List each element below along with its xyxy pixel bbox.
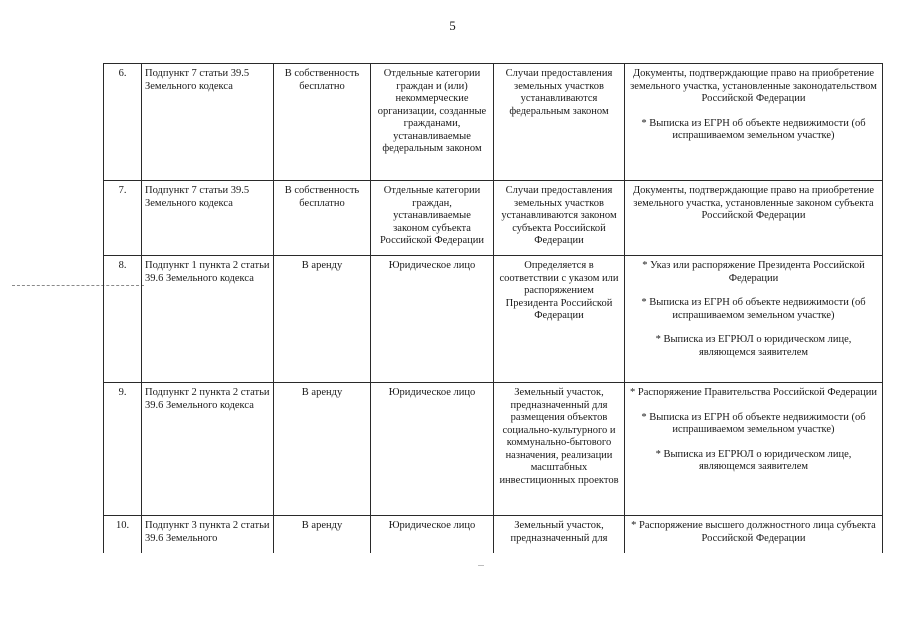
row-number: 7. [104,181,142,256]
documents-cell [625,181,883,256]
documents-cell [625,64,883,181]
documents-cell [625,383,883,516]
documents-cell [625,516,883,553]
document-item: * Выписка из ЕГРЮЛ о юридическом лице, являющемся заявителем [655,448,852,472]
page-number: 5 [449,18,456,33]
cases-cell: Случаи предоставления земельных участков устанавливаются федеральным законом [494,64,625,181]
grant-type-cell: В собственность бесплатно [274,181,371,256]
table-row [104,383,883,516]
document-item: * Распоряжение Правительства Российской Федерации [630,387,877,398]
row-number: 10. [104,516,142,553]
applicant-cell: Отдельные категории граждан и (или) некоммерческие организации, созданные гражданами, устанавливаемые федеральным законом [371,64,494,181]
cases-cell: Определяется в соответствии с указом или распоряжением Президента Российской Федерации [494,256,625,383]
bottom-mark [478,565,484,566]
table-row [104,516,883,553]
document-item: Документы, подтверждающие право на приобретение земельного участка, установленные законодательством Российской Федерации [630,68,877,104]
document-item: * Выписка из ЕГРН об объекте недвижимости (об испрашиваемом земельном участке) [641,297,866,321]
document-item: * Выписка из ЕГРН об объекте недвижимости (об испрашиваемом земельном участке) [641,411,866,435]
table-row [104,256,883,383]
legal-basis-cell: Подпункт 2 пункта 2 статьи 39.6 Земельного кодекса [142,383,274,516]
row-number: 9. [104,383,142,516]
grant-type-cell: В аренду [274,256,371,383]
row-number: 6. [104,64,142,181]
table-row [104,181,883,256]
legal-basis-cell: Подпункт 7 статьи 39.5 Земельного кодекса [142,64,274,181]
cases-cell: Случаи предоставления земельных участков устанавливаются законом субъекта Российской Федерации [494,181,625,256]
legal-basis-cell: Подпункт 1 пункта 2 статьи 39.6 Земельного кодекса [142,256,274,383]
document-item: * Выписка из ЕГРН об объекте недвижимости (об испрашиваемом земельном участке) [641,117,866,141]
applicant-cell: Юридическое лицо [371,516,494,553]
document-item: * Выписка из ЕГРЮЛ о юридическом лице, являющемся заявителем [655,334,852,358]
document-item: Документы, подтверждающие право на приобретение земельного участка, установленные законом субъекта Российской Федерации [632,185,875,221]
row-number: 8. [104,256,142,383]
documents-cell [625,256,883,383]
grant-type-cell: В аренду [274,516,371,553]
applicant-cell: Отдельные категории граждан, устанавливаемые законом субъекта Российской Федерации [371,181,494,256]
document-item: * Распоряжение высшего должностного лица субъекта Российской Федерации [631,520,876,544]
legal-basis-cell: Подпункт 7 статьи 39.5 Земельного кодекса [142,181,274,256]
cases-cell: Земельный участок, предназначенный для [494,516,625,553]
applicant-cell: Юридическое лицо [371,256,494,383]
land-grant-table [103,63,883,553]
table-row [104,64,883,181]
legal-basis-cell: Подпункт 3 пункта 2 статьи 39.6 Земельного [142,516,274,553]
cases-cell: Земельный участок, предназначенный для размещения объектов социально-культурного и коммунально-бытового назначения, реализации масштабных инвестиционных проектов [494,383,625,516]
document-item: * Указ или распоряжение Президента Российской Федерации [642,260,865,284]
grant-type-cell: В аренду [274,383,371,516]
applicant-cell: Юридическое лицо [371,383,494,516]
grant-type-cell: В собственность бесплатно [274,64,371,181]
